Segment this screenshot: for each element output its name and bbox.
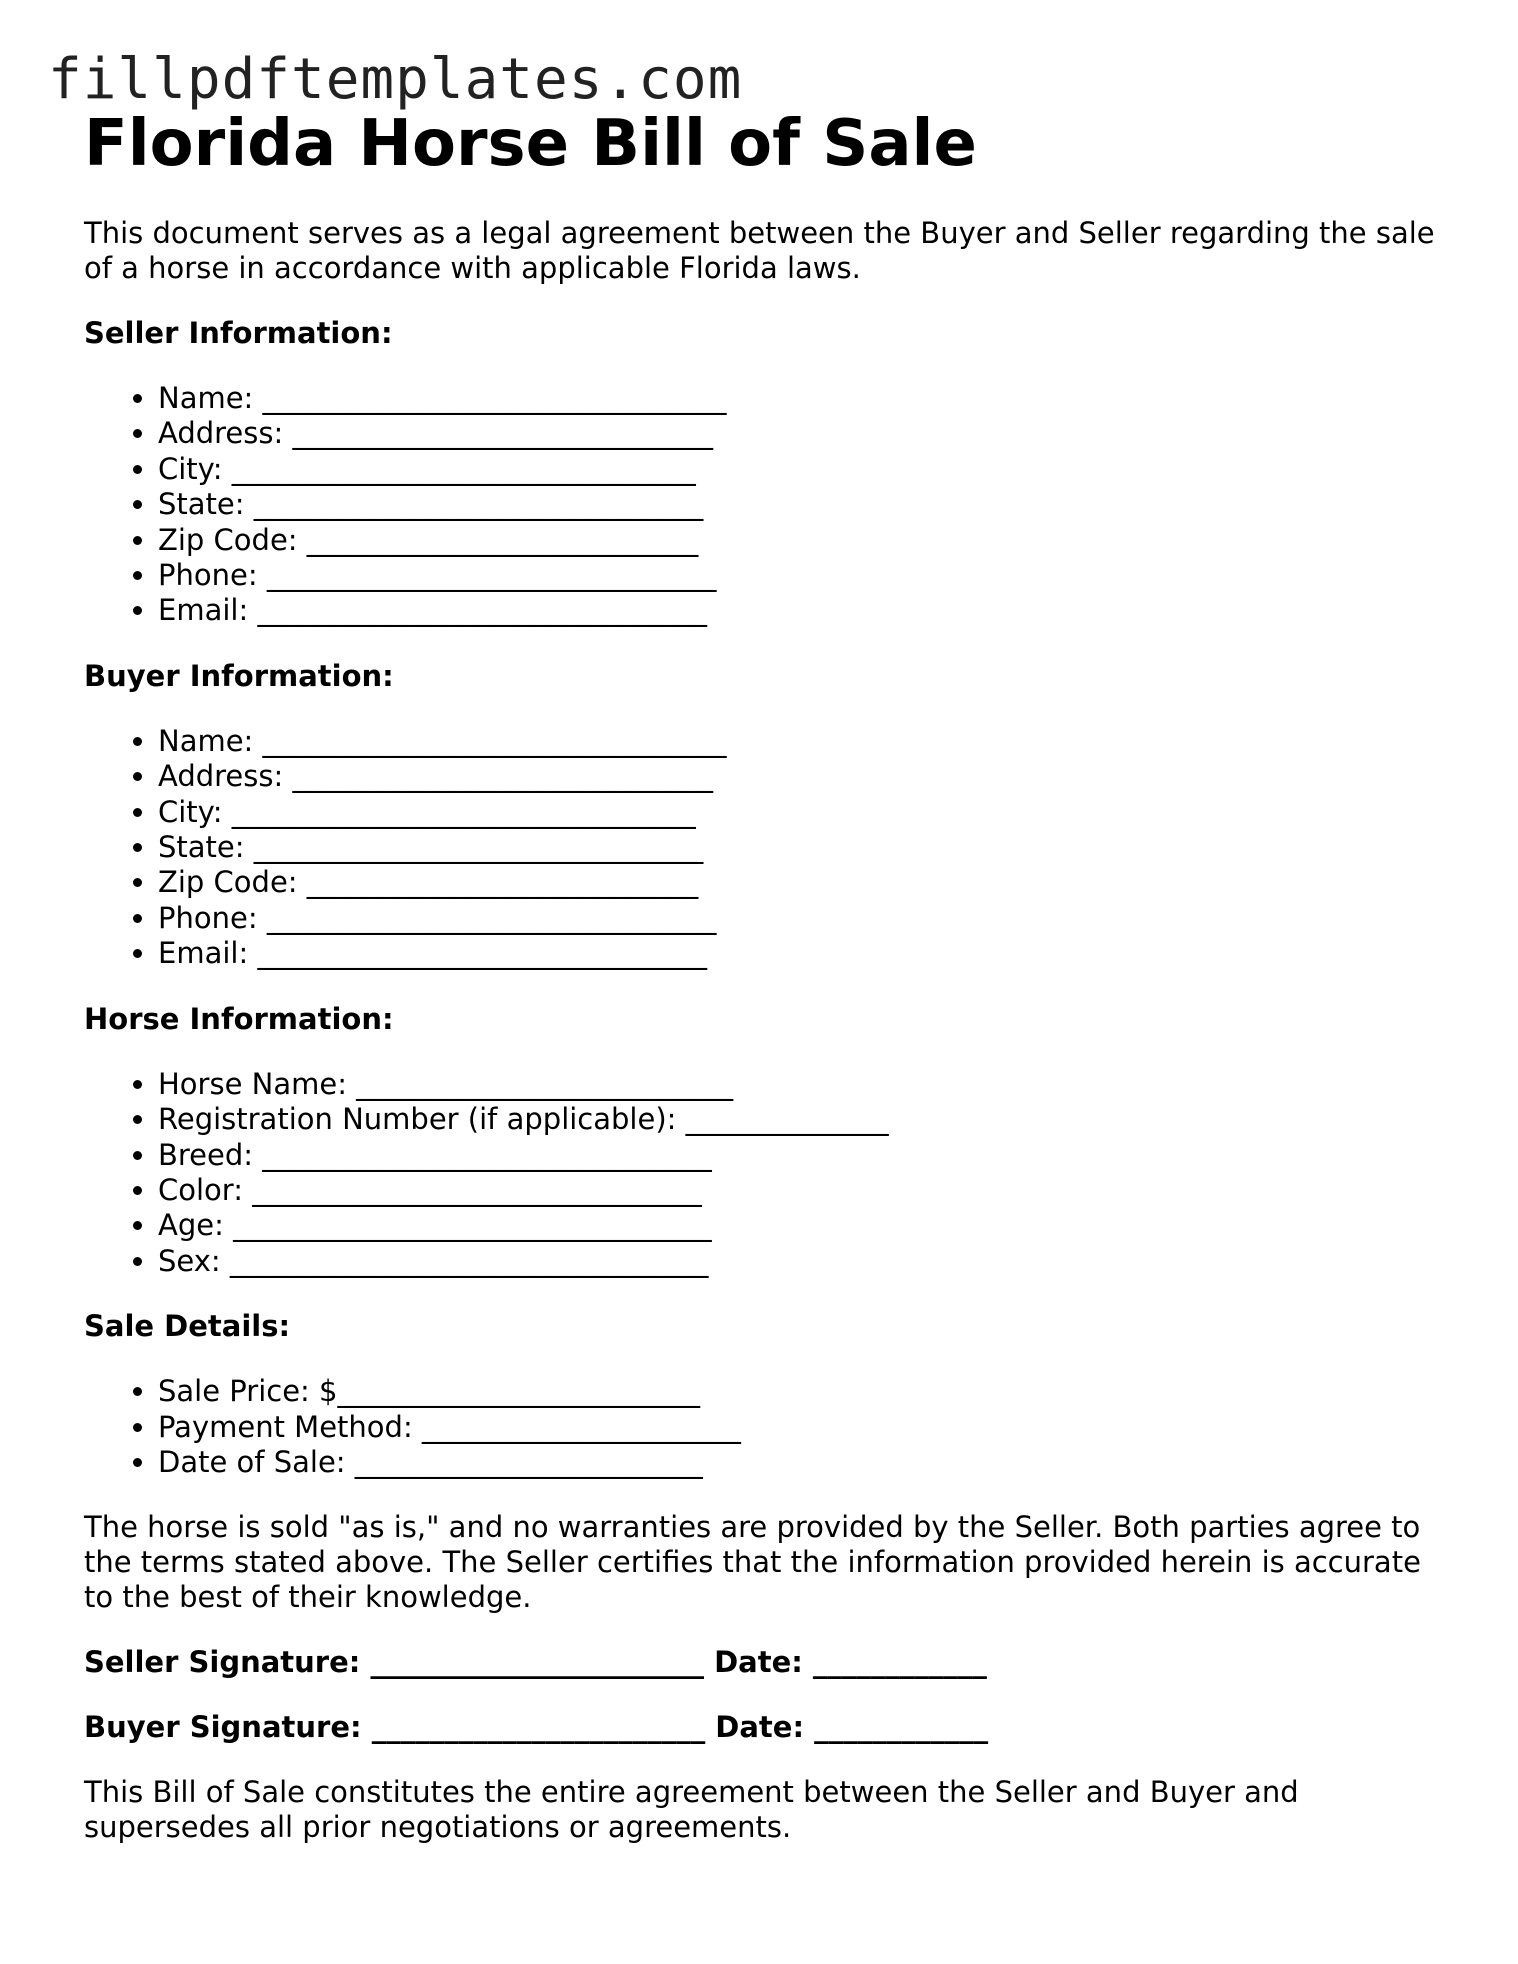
payment-method-field: • Payment Method: ______________________ — [158, 1410, 1444, 1445]
document-body — [84, 108, 1444, 1845]
horse-color-field: • Color: _______________________________ — [158, 1173, 1444, 1208]
buyer-name-field: • Name: ________________________________ — [158, 724, 1444, 759]
seller-state-field: • State: _______________________________ — [158, 487, 1444, 522]
horse-breed-field: • Breed: _______________________________ — [158, 1138, 1444, 1173]
site-watermark: fillpdftemplates.com — [48, 47, 743, 112]
terms-paragraph: The horse is sold "as is," and no warranties are provided by the Seller. Both parties agree to the terms stated above. The Seller certifies that the information provided herein is accurate to the best of their knowledge. — [84, 1510, 1421, 1615]
buyer-fields-list — [84, 724, 1444, 972]
seller-signature-line: Seller Signature: _______________________ Date: ____________ — [84, 1645, 987, 1680]
seller-phone-field: • Phone: _______________________________ — [158, 558, 1444, 593]
seller-email-field: • Email: _______________________________ — [158, 593, 1444, 628]
buyer-heading: Buyer Information: — [84, 658, 394, 693]
seller-address-field: • Address: _____________________________ — [158, 416, 1444, 451]
sale-fields-list — [84, 1374, 1444, 1480]
buyer-state-field: • State: _______________________________ — [158, 830, 1444, 865]
buyer-city-field: • City: ________________________________ — [158, 795, 1444, 830]
buyer-address-field: • Address: _____________________________ — [158, 759, 1444, 794]
sale-heading: Sale Details: — [84, 1309, 291, 1344]
horse-registration-field: • Registration Number (if applicable): ______________ — [158, 1102, 1444, 1137]
seller-zip-field: • Zip Code: ___________________________ — [158, 523, 1444, 558]
document-title: Florida Horse Bill of Sale — [84, 107, 977, 181]
closing-paragraph: This Bill of Sale constitutes the entire agreement between the Seller and Buyer and supersedes all prior negotiations or agreements. — [84, 1775, 1299, 1845]
horse-fields-list — [84, 1067, 1444, 1279]
horse-age-field: • Age: _________________________________ — [158, 1208, 1444, 1243]
buyer-phone-field: • Phone: _______________________________ — [158, 901, 1444, 936]
buyer-email-field: • Email: _______________________________ — [158, 936, 1444, 971]
horse-name-field: • Horse Name: __________________________ — [158, 1067, 1444, 1102]
sale-price-field: • Sale Price: $_________________________ — [158, 1374, 1444, 1409]
horse-sex-field: • Sex: _________________________________ — [158, 1244, 1444, 1279]
horse-heading: Horse Information: — [84, 1001, 394, 1036]
date-of-sale-field: • Date of Sale: ________________________ — [158, 1445, 1444, 1480]
buyer-zip-field: • Zip Code: ___________________________ — [158, 865, 1444, 900]
seller-city-field: • City: ________________________________ — [158, 452, 1444, 487]
intro-paragraph: This document serves as a legal agreement between the Buyer and Seller regarding the sale of a horse in accordance with applicable Florida laws. — [84, 216, 1435, 285]
seller-heading: Seller Information: — [84, 316, 393, 350]
seller-fields-list — [84, 381, 1444, 629]
buyer-signature-line: Buyer Signature: _______________________ Date: ____________ — [84, 1710, 989, 1745]
seller-name-field: • Name: ________________________________ — [158, 381, 1444, 416]
